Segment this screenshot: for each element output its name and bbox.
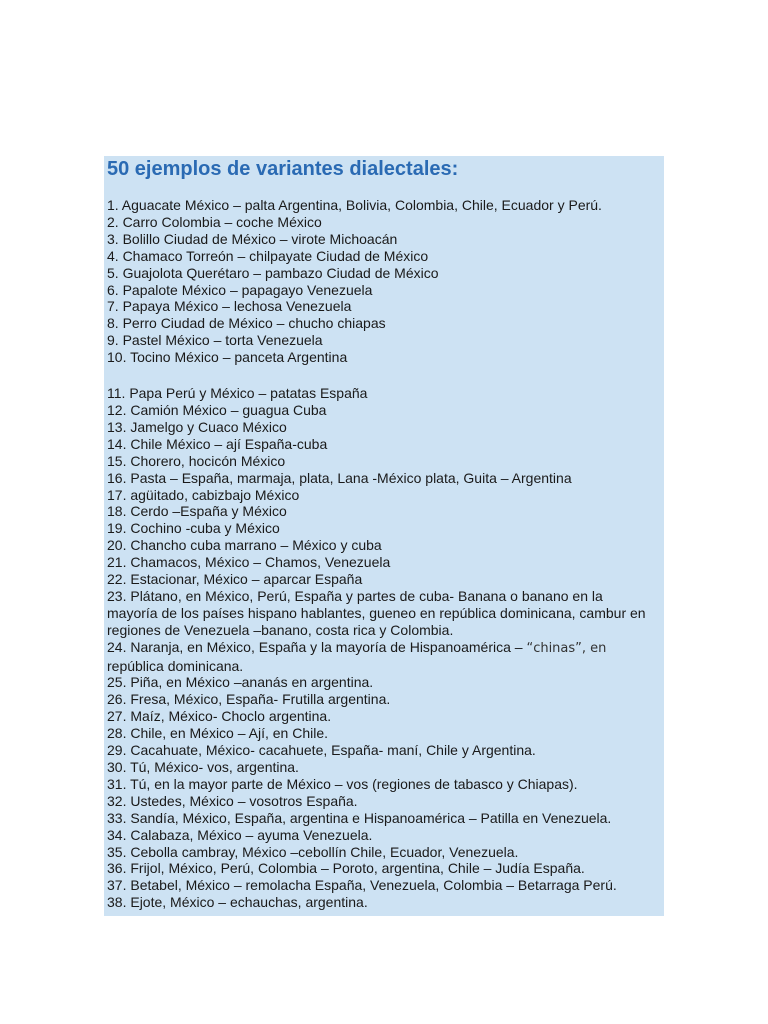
list-item: 19. Cochino -cuba y México [107, 520, 280, 537]
examples-list-second [107, 385, 664, 911]
list-item-platano: 23. Plátano, en México, Perú, España y partes de cuba- Banana o banano en la mayoría de los países hispano hablantes, gueneo en república dominicana, cambur en regiones de Venezuela –banano, costa rica y Colombia. [107, 587, 646, 638]
list-item: 5. Guajolota Querétaro – pambazo Ciudad de México [107, 264, 439, 281]
list-item: 29. Cacahuate, México- cacahuete, España- maní, Chile y Argentina. [107, 742, 536, 759]
list-item: 30. Tú, México- vos, argentina. [107, 759, 299, 775]
list-item: 25. Piña, en México –ananás en argentina. [107, 674, 374, 691]
list-item: 37. Betabel, México – remolacha España, Venezuela, Colombia – Betarraga Perú. [107, 877, 617, 894]
list-item: 31. Tú, en la mayor parte de México – vos (regiones de tabasco y Chiapas). [107, 775, 578, 792]
list-item: 28. Chile, en México – Ají, en Chile. [107, 725, 329, 742]
list-item: 7. Papaya México – lechosa Venezuela [107, 298, 352, 315]
list-item: 13. Jamelgo y Cuaco México [107, 418, 287, 435]
list-item: 17. agüitado, cabizbajo México [107, 486, 300, 503]
list-item: 34. Calabaza, México – ayuma Venezuela. [107, 826, 373, 843]
list-item: 33. Sandía, México, España, argentina e Hispanoamérica – Patilla en Venezuela. [107, 809, 612, 826]
list-item: 12. Camión México – guagua Cuba [107, 401, 327, 418]
list-item: 9. Pastel México – torta Venezuela [107, 332, 323, 349]
list-item: 6. Papalote México – papagayo Venezuela [107, 281, 373, 298]
chinas-quote: “chinas”, en [526, 640, 607, 656]
list-item: 16. Pasta – España, marmaja, plata, Lana -México plata, Guita – Argentina [107, 469, 572, 486]
naranja-text: 24. Naranja, en México, España y la mayoría de Hispanoamérica – [107, 638, 527, 655]
document-title: 50 ejemplos de variantes dialectales: [107, 158, 459, 180]
list-item: 32. Ustedes, México – vosotros España. [107, 792, 358, 809]
list-item: 21. Chamacos, México – Chamos, Venezuela [107, 554, 391, 571]
dialect-examples-box [104, 156, 664, 916]
naranja-text-end: república dominicana. [107, 657, 244, 674]
examples-list-first [107, 197, 664, 366]
list-item: 15. Chorero, hocicón México [107, 452, 286, 469]
list-item-naranja [107, 639, 647, 675]
list-item: 20. Chancho cuba marrano – México y cuba [107, 537, 382, 554]
list-item: 11. Papa Perú y México – patatas España [107, 385, 368, 402]
list-item: 14. Chile México – ají España-cuba [107, 435, 328, 452]
list-item: 1. Aguacate México – palta Argentina, Bolivia, Colombia, Chile, Ecuador y Perú. [107, 197, 602, 213]
list-item: 26. Fresa, México, España- Frutilla argentina. [107, 691, 391, 708]
list-item: 36. Frijol, México, Perú, Colombia – Poroto, argentina, Chile – Judía España. [107, 860, 585, 877]
list-item: 2. Carro Colombia – coche México [107, 213, 322, 230]
list-item: 38. Ejote, México – echauchas, argentina. [107, 894, 368, 911]
list-item: 22. Estacionar, México – aparcar España [107, 571, 363, 588]
list-item: 35. Cebolla cambray, México –cebollín Chile, Ecuador, Venezuela. [107, 843, 519, 860]
list-item: 18. Cerdo –España y México [107, 503, 287, 520]
list-item: 4. Chamaco Torreón – chilpayate Ciudad de México [107, 247, 429, 264]
list-item: 27. Maíz, México- Choclo argentina. [107, 708, 332, 725]
list-item: 10. Tocino México – panceta Argentina [107, 349, 348, 366]
list-item: 8. Perro Ciudad de México – chucho chiapas [107, 315, 386, 332]
list-item: 3. Bolillo Ciudad de México – virote Michoacán [107, 230, 398, 247]
